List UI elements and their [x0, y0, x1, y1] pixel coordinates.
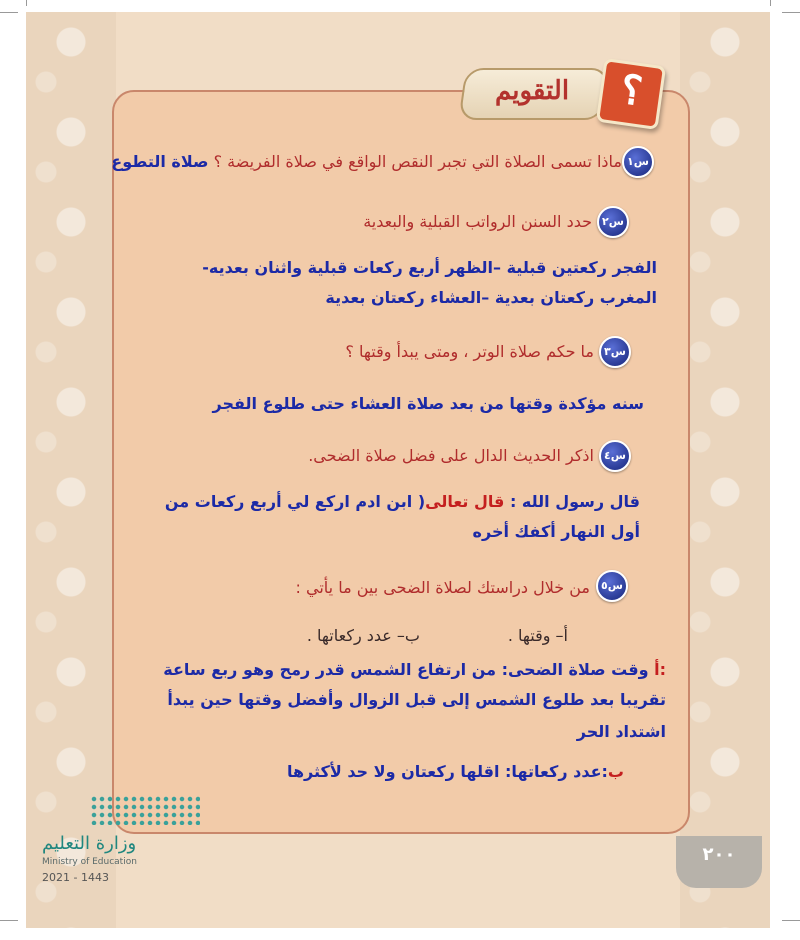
crop-mark — [26, 0, 27, 6]
question-5-text: من خلال دراستك لصلاة الضحى بين ما يأتي : — [295, 578, 590, 597]
question-2-text: حدد السنن الرواتب القبلية والبعدية — [363, 212, 592, 231]
question-5-sub-b: ب– عدد ركعاتها . — [306, 626, 420, 645]
decorative-pattern-right — [680, 12, 770, 928]
logo-dots-icon — [90, 795, 200, 825]
question-3-text: ما حكم صلاة الوتر ، ومتى يبدأ وقتها ؟ — [345, 342, 594, 361]
logo-english-text: Ministry of Education — [42, 857, 137, 867]
question-number-2: س٢ — [597, 206, 629, 238]
section-title — [462, 62, 658, 122]
question-number-3: س٣ — [599, 336, 631, 368]
question-4-answer-line-2: أول النهار أكفك أخره — [472, 522, 640, 541]
question-1-answer: صلاة التطوع — [111, 152, 209, 171]
question-number-5: س٥ — [596, 570, 628, 602]
crop-mark — [0, 12, 18, 13]
page-number: ٢٠٠ — [676, 836, 762, 888]
question-5-answer-a-line-3: اشتداد الحر — [576, 722, 666, 741]
question-2-answer-line-2: المغرب ركعتان بعدية –العشاء ركعتان بعدية — [325, 288, 657, 307]
decorative-pattern-left — [26, 12, 116, 928]
quran-marker: قال تعالى — [425, 492, 505, 511]
question-3-answer: سنه مؤكدة وقتها من بعد صلاة العشاء حتى طلوع الفجر — [212, 394, 644, 413]
crop-mark — [782, 920, 800, 921]
question-5-answer-a-line-2: تقريبا بعد طلوع الشمس إلى قبل الزوال وأفضل وقتها حين يبدأ — [167, 690, 666, 709]
question-5-answer-a-line-1: :أ وقت صلاة الضحى: من ارتفاع الشمس قدر رمح وهو ربع ساعة — [163, 660, 666, 679]
crop-mark — [0, 920, 18, 921]
question-number-1: س١ — [622, 146, 654, 178]
question-5-sub-a: أ– وقتها . — [507, 626, 568, 645]
title-text: التقويم — [494, 76, 570, 106]
question-number-4: س٤ — [599, 440, 631, 472]
logo-year: 2021 - 1443 — [42, 871, 109, 884]
crop-mark — [770, 0, 771, 6]
question-2-answer-line-1: الفجر ركعتين قبلية –الظهر أربع ركعات قبلية واثنان بعديه- — [202, 258, 657, 277]
logo-arabic-text: وزارة التعليم — [42, 833, 137, 854]
question-1-text: ماذا تسمى الصلاة التي تجبر النقص الواقع في صلاة الفريضة ؟ صلاة التطوع — [111, 152, 622, 171]
question-4-answer-line-1: قال رسول الله : قال تعالى( ابن ادم اركع لي أربع ركعات من — [164, 492, 640, 511]
question-mark-icon: ؟ — [596, 58, 666, 130]
ministry-logo — [42, 795, 202, 884]
question-4-text: اذكر الحديث الدال على فضل صلاة الضحى. — [308, 446, 594, 465]
question-5-answer-b: ب:عدد ركعاتها: اقلها ركعتان ولا حد لأكثرها — [286, 762, 624, 781]
crop-mark — [782, 12, 800, 13]
